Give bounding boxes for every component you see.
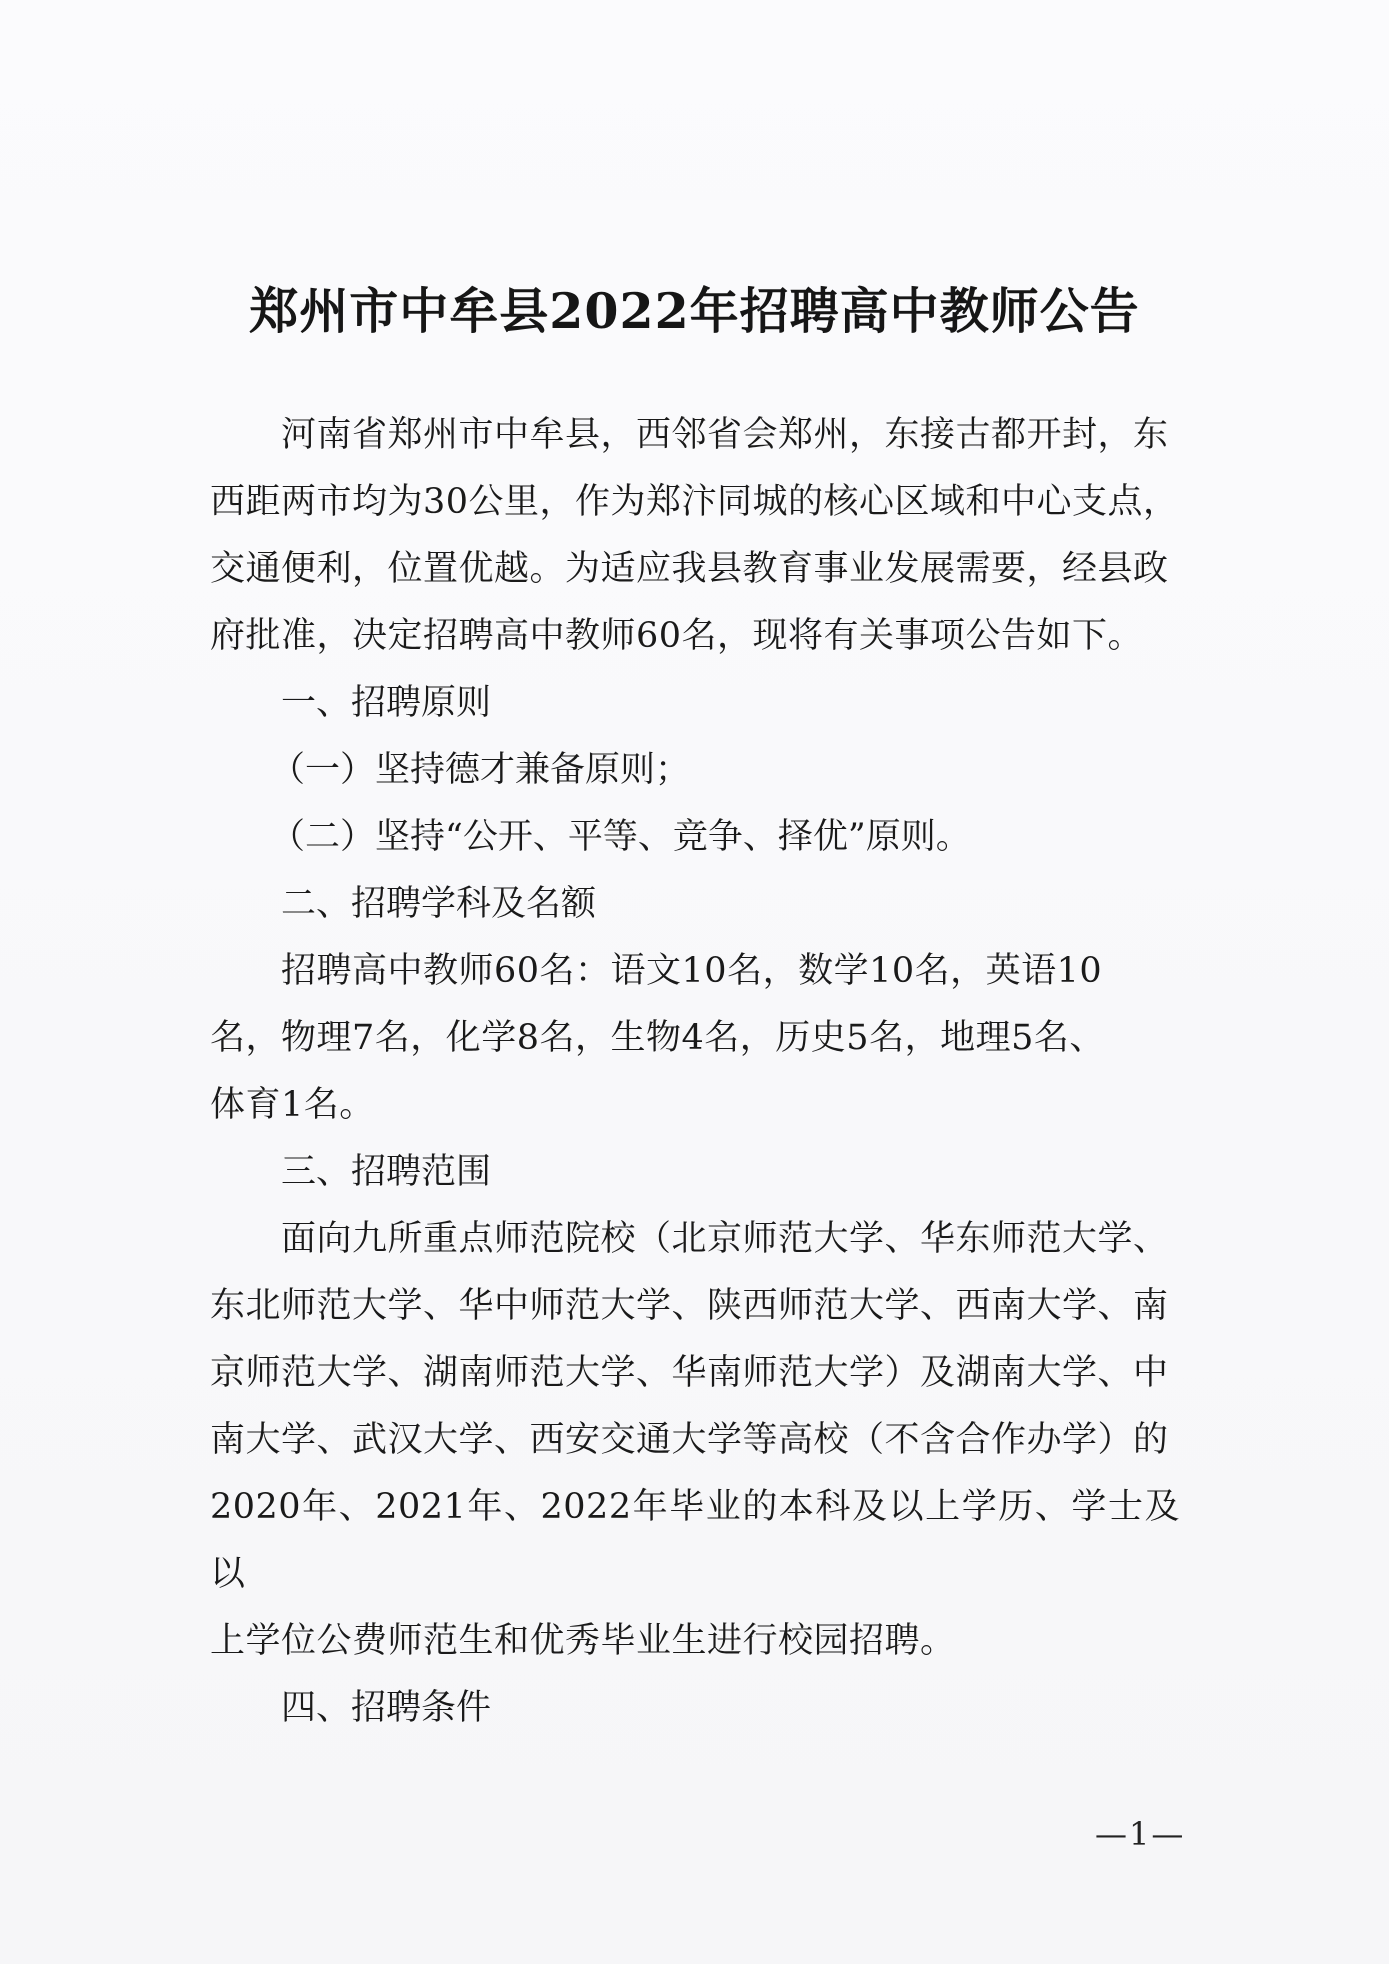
section-heading: 一、招聘原则 xyxy=(281,683,492,723)
document-body xyxy=(210,402,1180,1742)
quota-line: 名，物理7名，化学8名，生物4名，历史5名，地理5名、 xyxy=(210,1018,1105,1058)
intro-paragraph xyxy=(210,402,1180,670)
quota-line: 体育1名。 xyxy=(210,1085,375,1125)
intro-line: 府批准，决定招聘高中教师60名，现将有关事项公告如下。 xyxy=(210,616,1144,656)
section-heading: 三、招聘范围 xyxy=(281,1152,492,1192)
section-heading: 四、招聘条件 xyxy=(281,1688,492,1728)
quota-line: 招聘高中教师60名：语文10名，数学10名，英语10 xyxy=(281,951,1103,991)
scope-line: 东北师范大学、华中师范大学、陕西师范大学、西南大学、南 xyxy=(210,1286,1169,1326)
page-number: —1— xyxy=(1095,1815,1186,1853)
scope-line: 京师范大学、湖南师范大学、华南师范大学）及湖南大学、中 xyxy=(210,1353,1169,1393)
scope-line: 2020年、2021年、2022年毕业的本科及以上学历、学士及以 xyxy=(210,1487,1180,1594)
intro-line: 河南省郑州市中牟县，西邻省会郑州，东接古都开封，东 xyxy=(281,415,1169,455)
scope-line: 南大学、武汉大学、西安交通大学等高校（不含合作办学）的 xyxy=(210,1420,1169,1460)
scope-line: 面向九所重点师范院校（北京师范大学、华东师范大学、 xyxy=(281,1219,1169,1259)
principle-item: （一）坚持德才兼备原则； xyxy=(270,750,691,790)
section-heading: 二、招聘学科及名额 xyxy=(281,884,597,924)
document-title: 郑州市中牟县2022年招聘高中教师公告 xyxy=(249,282,1140,340)
intro-line: 西距两市均为30公里，作为郑汴同城的核心区域和中心支点， xyxy=(210,482,1179,522)
scope-paragraph xyxy=(210,1206,1180,1675)
scope-line: 上学位公费师范生和优秀毕业生进行校园招聘。 xyxy=(210,1621,956,1661)
intro-line: 交通便利，位置优越。为适应我县教育事业发展需要，经县政 xyxy=(210,549,1169,589)
quota-paragraph xyxy=(210,938,1180,1139)
principle-item: （二）坚持“公开、平等、竞争、择优”原则。 xyxy=(270,817,971,857)
